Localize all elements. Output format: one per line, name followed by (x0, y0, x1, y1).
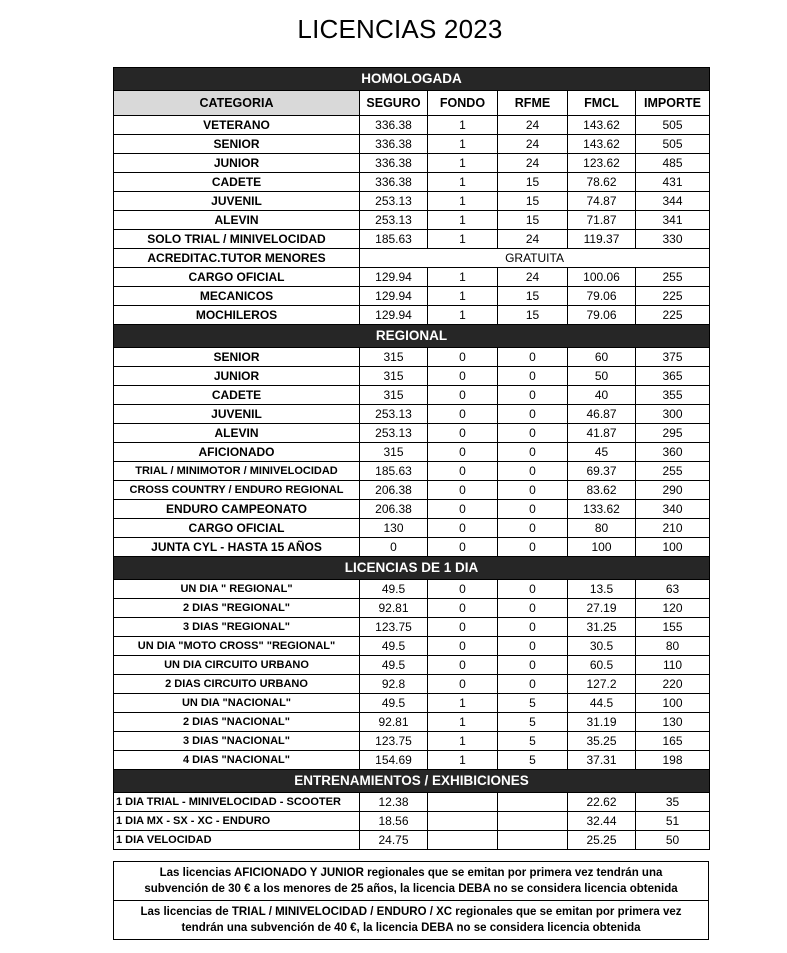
fondo-cell: 1 (428, 230, 498, 249)
importe-cell: 155 (636, 618, 710, 637)
fmcl-cell: 40 (568, 386, 636, 405)
category-cell: JUNTA CYL - HASTA 15 AÑOS (114, 538, 360, 557)
fondo-cell: 0 (428, 386, 498, 405)
fmcl-cell: 31.25 (568, 618, 636, 637)
fondo-cell: 0 (428, 618, 498, 637)
table-row (114, 618, 710, 637)
table-row (114, 538, 710, 557)
note-text (114, 862, 709, 901)
fondo-cell: 0 (428, 656, 498, 675)
category-cell: UN DIA CIRCUITO URBANO (114, 656, 360, 675)
rfme-cell: 15 (498, 192, 568, 211)
fondo-cell: 0 (428, 637, 498, 656)
notes-table-body (114, 862, 709, 940)
importe-cell: 255 (636, 462, 710, 481)
note-line: Las licencias AFICIONADO Y JUNIOR regionales que se emitan por primera vez tendrán una (159, 867, 663, 879)
category-cell: CARGO OFICIAL (114, 268, 360, 287)
seguro-cell: 253.13 (360, 211, 428, 230)
table-row (114, 173, 710, 192)
importe-cell: 344 (636, 192, 710, 211)
importe-cell: 165 (636, 732, 710, 751)
table-row (114, 831, 710, 850)
fondo-cell: 0 (428, 519, 498, 538)
rfme-cell: 15 (498, 287, 568, 306)
seguro-cell: 129.94 (360, 287, 428, 306)
rfme-cell: 0 (498, 519, 568, 538)
licencias-table-body (114, 68, 710, 850)
importe-cell: 340 (636, 500, 710, 519)
fmcl-cell: 50 (568, 367, 636, 386)
seguro-cell: 336.38 (360, 173, 428, 192)
fondo-cell: 1 (428, 306, 498, 325)
fondo-cell: 1 (428, 135, 498, 154)
seguro-cell: 185.63 (360, 230, 428, 249)
category-cell: 2 DIAS "NACIONAL" (114, 713, 360, 732)
category-cell: ALEVIN (114, 424, 360, 443)
importe-cell: 295 (636, 424, 710, 443)
page-title: LICENCIAS 2023 (297, 14, 503, 44)
importe-cell: 35 (636, 793, 710, 812)
importe-cell: 225 (636, 287, 710, 306)
rfme-cell: 5 (498, 713, 568, 732)
importe-cell: 300 (636, 405, 710, 424)
section-title: ENTRENAMIENTOS / EXHIBICIONES (114, 770, 710, 793)
fondo-cell: 1 (428, 268, 498, 287)
importe-cell: 210 (636, 519, 710, 538)
fmcl-cell: 13.5 (568, 580, 636, 599)
fondo-cell: 0 (428, 443, 498, 462)
importe-cell: 505 (636, 135, 710, 154)
fondo-cell: 1 (428, 154, 498, 173)
column-header-row (114, 91, 710, 116)
seguro-cell: 92.8 (360, 675, 428, 694)
section-title: HOMOLOGADA (114, 68, 710, 91)
fondo-cell: 0 (428, 538, 498, 557)
category-cell: SENIOR (114, 348, 360, 367)
seguro-cell: 123.75 (360, 618, 428, 637)
fmcl-cell: 100 (568, 538, 636, 557)
table-row (114, 268, 710, 287)
seguro-cell: 185.63 (360, 462, 428, 481)
seguro-cell: 24.75 (360, 831, 428, 850)
fmcl-cell: 100.06 (568, 268, 636, 287)
category-cell: 3 DIAS "REGIONAL" (114, 618, 360, 637)
table-row (114, 812, 710, 831)
column-header-categoria: CATEGORIA (114, 91, 360, 116)
seguro-cell: 253.13 (360, 192, 428, 211)
rfme-cell (498, 793, 568, 812)
fmcl-cell: 80 (568, 519, 636, 538)
fmcl-cell: 74.87 (568, 192, 636, 211)
rfme-cell: 0 (498, 500, 568, 519)
fmcl-cell: 78.62 (568, 173, 636, 192)
rfme-cell: 15 (498, 173, 568, 192)
category-cell: CROSS COUNTRY / ENDURO REGIONAL (114, 481, 360, 500)
table-row (114, 675, 710, 694)
fondo-cell: 1 (428, 751, 498, 770)
rfme-cell: 15 (498, 211, 568, 230)
seguro-cell: 315 (360, 386, 428, 405)
rfme-cell (498, 831, 568, 850)
category-cell: MOCHILEROS (114, 306, 360, 325)
note-row (114, 862, 709, 901)
importe-cell: 360 (636, 443, 710, 462)
table-row (114, 793, 710, 812)
note-text (114, 901, 709, 940)
fondo-cell: 1 (428, 192, 498, 211)
fmcl-cell: 41.87 (568, 424, 636, 443)
fmcl-cell: 45 (568, 443, 636, 462)
rfme-cell: 0 (498, 675, 568, 694)
fmcl-cell: 30.5 (568, 637, 636, 656)
seguro-cell: 336.38 (360, 116, 428, 135)
table-row (114, 424, 710, 443)
table-row (114, 580, 710, 599)
note-line: subvención de 30 € a los menores de 25 años, la licencia DEBA no se considera licencia obtenida (144, 883, 678, 895)
fmcl-cell: 133.62 (568, 500, 636, 519)
seguro-cell: 336.38 (360, 135, 428, 154)
rfme-cell: 5 (498, 732, 568, 751)
fmcl-cell: 143.62 (568, 116, 636, 135)
category-cell: AFICIONADO (114, 443, 360, 462)
category-cell: JUVENIL (114, 192, 360, 211)
category-cell: 1 DIA VELOCIDAD (114, 831, 360, 850)
table-row (114, 599, 710, 618)
section-header-row (114, 770, 710, 793)
table-row (114, 367, 710, 386)
rfme-cell: 0 (498, 481, 568, 500)
category-cell: SOLO TRIAL / MINIVELOCIDAD (114, 230, 360, 249)
rfme-cell (498, 812, 568, 831)
section-header-row (114, 68, 710, 91)
rfme-cell: 0 (498, 405, 568, 424)
rfme-cell: 0 (498, 618, 568, 637)
rfme-cell: 0 (498, 538, 568, 557)
fondo-cell: 0 (428, 580, 498, 599)
category-cell: 2 DIAS CIRCUITO URBANO (114, 675, 360, 694)
fondo-cell: 0 (428, 367, 498, 386)
fmcl-cell: 37.31 (568, 751, 636, 770)
fmcl-cell: 60.5 (568, 656, 636, 675)
category-cell: MECANICOS (114, 287, 360, 306)
free-license-cell: GRATUITA (360, 249, 710, 268)
note-row (114, 901, 709, 940)
importe-cell: 225 (636, 306, 710, 325)
fondo-cell: 0 (428, 348, 498, 367)
importe-cell: 63 (636, 580, 710, 599)
seguro-cell: 253.13 (360, 405, 428, 424)
category-cell: UN DIA " REGIONAL" (114, 580, 360, 599)
seguro-cell: 92.81 (360, 713, 428, 732)
rfme-cell: 0 (498, 367, 568, 386)
table-row (114, 306, 710, 325)
column-header-seguro: SEGURO (360, 91, 428, 116)
fondo-cell: 0 (428, 675, 498, 694)
table-row (114, 732, 710, 751)
seguro-cell: 49.5 (360, 580, 428, 599)
category-cell: 3 DIAS "NACIONAL" (114, 732, 360, 751)
seguro-cell: 253.13 (360, 424, 428, 443)
rfme-cell: 0 (498, 443, 568, 462)
column-header-importe: IMPORTE (636, 91, 710, 116)
rfme-cell: 0 (498, 599, 568, 618)
importe-cell: 51 (636, 812, 710, 831)
section-header-row (114, 557, 710, 580)
fmcl-cell: 69.37 (568, 462, 636, 481)
fmcl-cell: 31.19 (568, 713, 636, 732)
table-row (114, 249, 710, 268)
importe-cell: 220 (636, 675, 710, 694)
fmcl-cell: 79.06 (568, 306, 636, 325)
table-row (114, 481, 710, 500)
rfme-cell: 24 (498, 268, 568, 287)
seguro-cell: 315 (360, 348, 428, 367)
section-title: REGIONAL (114, 325, 710, 348)
rfme-cell: 0 (498, 424, 568, 443)
category-cell: VETERANO (114, 116, 360, 135)
fmcl-cell: 32.44 (568, 812, 636, 831)
fmcl-cell: 127.2 (568, 675, 636, 694)
section-header-row (114, 325, 710, 348)
category-cell: CADETE (114, 173, 360, 192)
column-header-rfme: RFME (498, 91, 568, 116)
seguro-cell: 206.38 (360, 500, 428, 519)
table-row (114, 443, 710, 462)
seguro-cell: 0 (360, 538, 428, 557)
column-header-fmcl: FMCL (568, 91, 636, 116)
category-cell: TRIAL / MINIMOTOR / MINIVELOCIDAD (114, 462, 360, 481)
category-cell: ALEVIN (114, 211, 360, 230)
table-row (114, 348, 710, 367)
fondo-cell: 1 (428, 116, 498, 135)
fmcl-cell: 60 (568, 348, 636, 367)
table-row (114, 462, 710, 481)
rfme-cell: 0 (498, 656, 568, 675)
importe-cell: 80 (636, 637, 710, 656)
fmcl-cell: 71.87 (568, 211, 636, 230)
table-row (114, 519, 710, 538)
seguro-cell: 129.94 (360, 268, 428, 287)
rfme-cell: 24 (498, 154, 568, 173)
seguro-cell: 130 (360, 519, 428, 538)
fmcl-cell: 143.62 (568, 135, 636, 154)
importe-cell: 505 (636, 116, 710, 135)
category-cell: CARGO OFICIAL (114, 519, 360, 538)
importe-cell: 130 (636, 713, 710, 732)
seguro-cell: 49.5 (360, 656, 428, 675)
fondo-cell: 0 (428, 405, 498, 424)
rfme-cell: 0 (498, 637, 568, 656)
category-cell: 2 DIAS "REGIONAL" (114, 599, 360, 618)
fondo-cell (428, 812, 498, 831)
seguro-cell: 92.81 (360, 599, 428, 618)
seguro-cell: 129.94 (360, 306, 428, 325)
table-row (114, 287, 710, 306)
fmcl-cell: 22.62 (568, 793, 636, 812)
seguro-cell: 49.5 (360, 694, 428, 713)
section-title: LICENCIAS DE 1 DIA (114, 557, 710, 580)
importe-cell: 50 (636, 831, 710, 850)
rfme-cell: 5 (498, 751, 568, 770)
seguro-cell: 154.69 (360, 751, 428, 770)
table-row (114, 500, 710, 519)
fondo-cell: 1 (428, 713, 498, 732)
category-cell: ENDURO CAMPEONATO (114, 500, 360, 519)
fondo-cell: 0 (428, 599, 498, 618)
note-line: Las licencias de TRIAL / MINIVELOCIDAD / ENDURO / XC regionales que se emitan por primera vez (140, 906, 682, 918)
fmcl-cell: 123.62 (568, 154, 636, 173)
fmcl-cell: 25.25 (568, 831, 636, 850)
category-cell: UN DIA "NACIONAL" (114, 694, 360, 713)
seguro-cell: 123.75 (360, 732, 428, 751)
fondo-cell (428, 831, 498, 850)
category-cell: JUVENIL (114, 405, 360, 424)
importe-cell: 341 (636, 211, 710, 230)
importe-cell: 375 (636, 348, 710, 367)
rfme-cell: 0 (498, 386, 568, 405)
column-header-fondo: FONDO (428, 91, 498, 116)
rfme-cell: 0 (498, 462, 568, 481)
fondo-cell: 1 (428, 287, 498, 306)
fmcl-cell: 79.06 (568, 287, 636, 306)
fondo-cell: 0 (428, 462, 498, 481)
table-row (114, 656, 710, 675)
table-row (114, 211, 710, 230)
importe-cell: 198 (636, 751, 710, 770)
importe-cell: 355 (636, 386, 710, 405)
importe-cell: 431 (636, 173, 710, 192)
note-line: tendrán una subvención de 40 €, la licencia DEBA no se considera licencia obtenida (181, 922, 641, 934)
importe-cell: 330 (636, 230, 710, 249)
rfme-cell: 24 (498, 230, 568, 249)
fmcl-cell: 27.19 (568, 599, 636, 618)
category-cell: SENIOR (114, 135, 360, 154)
seguro-cell: 315 (360, 367, 428, 386)
category-cell: 4 DIAS "NACIONAL" (114, 751, 360, 770)
importe-cell: 120 (636, 599, 710, 618)
table-row (114, 154, 710, 173)
importe-cell: 100 (636, 538, 710, 557)
table-row (114, 230, 710, 249)
fmcl-cell: 35.25 (568, 732, 636, 751)
table-row (114, 637, 710, 656)
rfme-cell: 24 (498, 116, 568, 135)
table-row (114, 694, 710, 713)
fondo-cell (428, 793, 498, 812)
fondo-cell: 1 (428, 173, 498, 192)
category-cell: JUNIOR (114, 154, 360, 173)
table-row (114, 713, 710, 732)
fmcl-cell: 46.87 (568, 405, 636, 424)
seguro-cell: 336.38 (360, 154, 428, 173)
seguro-cell: 49.5 (360, 637, 428, 656)
fondo-cell: 1 (428, 694, 498, 713)
category-cell: JUNIOR (114, 367, 360, 386)
seguro-cell: 206.38 (360, 481, 428, 500)
seguro-cell: 18.56 (360, 812, 428, 831)
category-cell: ACREDITAC.TUTOR MENORES (114, 249, 360, 268)
category-cell: UN DIA "MOTO CROSS" "REGIONAL" (114, 637, 360, 656)
category-cell: CADETE (114, 386, 360, 405)
table-row (114, 135, 710, 154)
table-row (114, 116, 710, 135)
table-row (114, 751, 710, 770)
fondo-cell: 1 (428, 211, 498, 230)
importe-cell: 100 (636, 694, 710, 713)
fmcl-cell: 119.37 (568, 230, 636, 249)
rfme-cell: 15 (498, 306, 568, 325)
fondo-cell: 1 (428, 732, 498, 751)
fondo-cell: 0 (428, 481, 498, 500)
importe-cell: 485 (636, 154, 710, 173)
importe-cell: 255 (636, 268, 710, 287)
importe-cell: 290 (636, 481, 710, 500)
importe-cell: 365 (636, 367, 710, 386)
category-cell: 1 DIA MX - SX - XC - ENDURO (114, 812, 360, 831)
seguro-cell: 315 (360, 443, 428, 462)
category-cell: 1 DIA TRIAL - MINIVELOCIDAD - SCOOTER (114, 793, 360, 812)
fmcl-cell: 83.62 (568, 481, 636, 500)
table-row (114, 405, 710, 424)
importe-cell: 110 (636, 656, 710, 675)
licencias-table (113, 67, 710, 850)
table-row (114, 386, 710, 405)
seguro-cell: 12.38 (360, 793, 428, 812)
notes-table (113, 861, 709, 940)
rfme-cell: 0 (498, 348, 568, 367)
fondo-cell: 0 (428, 424, 498, 443)
rfme-cell: 5 (498, 694, 568, 713)
rfme-cell: 0 (498, 580, 568, 599)
fmcl-cell: 44.5 (568, 694, 636, 713)
table-row (114, 192, 710, 211)
rfme-cell: 24 (498, 135, 568, 154)
fondo-cell: 0 (428, 500, 498, 519)
